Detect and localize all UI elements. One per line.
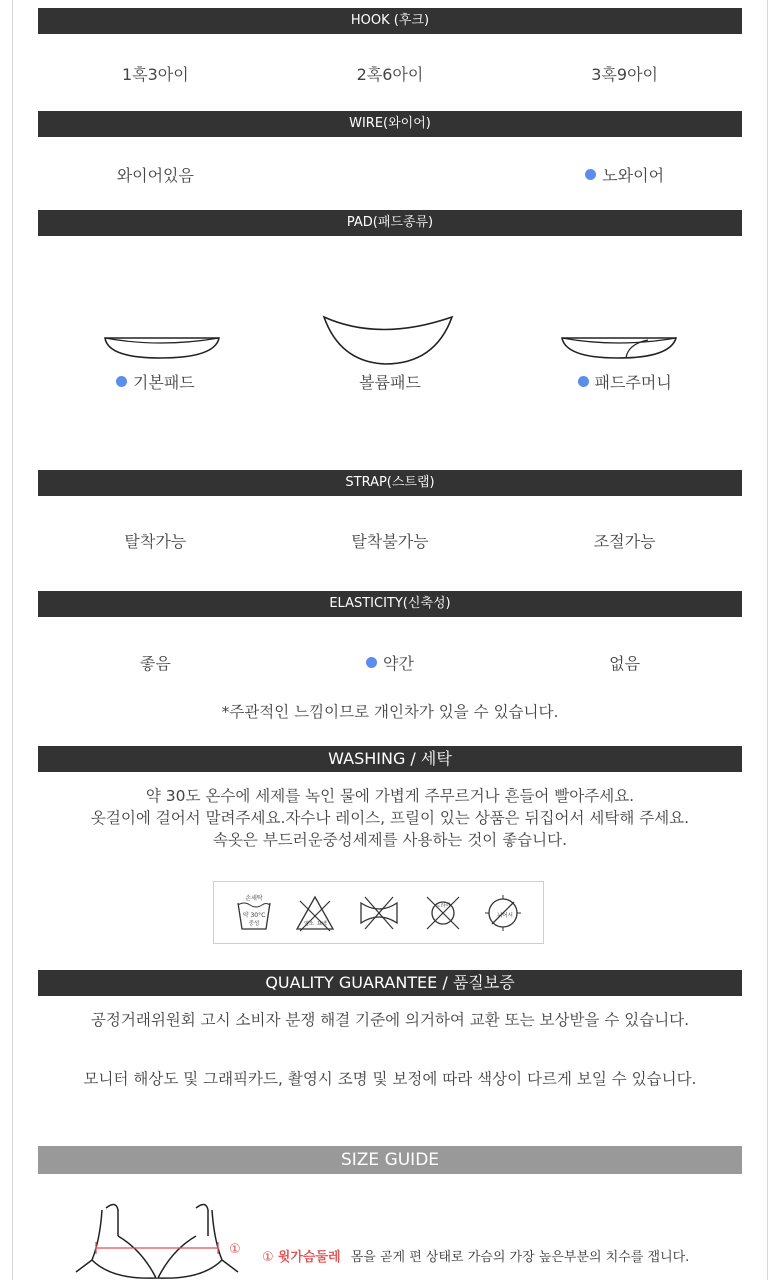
pad-header: PAD(패드종류)	[38, 210, 742, 236]
basic-pad-illustration	[100, 330, 224, 364]
no-dry-clean-icon	[423, 893, 463, 933]
wire-option-1: 와이어있음	[116, 165, 194, 185]
quality-header: QUALITY GUARANTEE / 품질보증	[38, 970, 742, 996]
size-guide-header: SIZE GUIDE	[38, 1146, 742, 1174]
hook-option-1: 1혹3아이	[121, 64, 189, 84]
pad-option-1: 기본패드	[38, 370, 273, 392]
elasticity-note: *주관적인 느낌이므로 개인차가 있을 수 있습니다.	[221, 703, 559, 721]
strap-option-3: 조절가능	[593, 531, 656, 551]
no-tumble-dry-icon	[483, 893, 523, 933]
hook-option-3: 3혹9아이	[591, 64, 658, 84]
svg-text:중성: 중성	[248, 920, 260, 927]
pad-pocket-illustration	[558, 330, 682, 364]
size-guide-item-label: 윗가슴둘레	[277, 1250, 341, 1265]
care-symbols	[213, 881, 544, 944]
svg-text:손세탁: 손세탁	[245, 894, 263, 902]
svg-text:표백: 표백	[316, 920, 327, 927]
washing-header: WASHING / 세탁	[38, 746, 742, 772]
elasticity-option-3: 없음	[609, 653, 641, 673]
elasticity-options	[38, 651, 742, 673]
size-guide-item-num: ①	[262, 1250, 274, 1265]
wire-options	[38, 163, 742, 185]
quality-line-1: 공정거래위원회 고시 소비자 분쟁 해결 기준에 의거하여 교환 또는 보상받을 수 있습니다.	[90, 1011, 690, 1029]
hook-option-2: 2혹6아이	[356, 64, 424, 84]
hand-wash-icon	[234, 893, 274, 933]
quality-line-2: 모니터 해상도 및 그래픽카드, 촬영시 조명 및 보정에 따라 색상이 다르게 보일 수 있습니다.	[83, 1070, 697, 1088]
elasticity-option-1: 좋음	[139, 653, 171, 673]
washing-line-1: 약 30도 온수에 세제를 녹인 물에 가볍게 주무르거나 흔들어 빨아주세요.	[145, 787, 635, 805]
selected-dot	[366, 657, 377, 668]
svg-text:약 30°C: 약 30°C	[242, 911, 266, 919]
wire-option-3: 노와이어	[507, 163, 742, 185]
size-guide-item-desc: 몸을 곧게 편 상태로 가슴의 가장 높은부분의 치수를 잽니다.	[350, 1250, 690, 1265]
svg-text:염소: 염소	[303, 920, 314, 927]
wire-option-2	[273, 163, 508, 185]
selected-dot	[116, 376, 127, 387]
left-border	[12, 0, 13, 1280]
hook-options	[38, 62, 742, 84]
washing-line-2: 옷걸이에 걸어서 말려주세요.자수나 레이스, 프릴이 있는 상품은 뒤집어서 세탁해 주세요.	[90, 809, 690, 827]
no-wring-icon	[355, 893, 403, 933]
pad-options	[38, 370, 742, 392]
svg-text:드라이: 드라이	[436, 902, 451, 909]
selected-dot	[578, 376, 589, 387]
strap-option-1: 탈착가능	[124, 531, 187, 551]
strap-options	[38, 529, 742, 551]
elasticity-header: ELASTICITY(신축성)	[38, 591, 742, 617]
pad-option-3: 패드주머니	[507, 370, 742, 392]
strap-header: STRAP(스트랩)	[38, 470, 742, 496]
volume-pad-illustration	[320, 312, 456, 368]
no-bleach-icon	[294, 893, 336, 933]
svg-text:뉘어서: 뉘어서	[497, 912, 514, 919]
svg-text:①: ①	[229, 1242, 241, 1257]
wire-header: WIRE(와이어)	[38, 111, 742, 137]
strap-option-2: 탈착불가능	[351, 531, 429, 551]
size-guide-item-1	[262, 1246, 689, 1265]
pad-option-2: 볼륨패드	[359, 372, 421, 392]
selected-dot	[585, 169, 596, 180]
bra-size-illustration	[72, 1200, 252, 1280]
right-border	[767, 0, 768, 1280]
elasticity-option-2: 약간	[273, 651, 508, 673]
hook-header: HOOK (후크)	[38, 8, 742, 34]
washing-line-3: 속옷은 부드러운중성세제를 사용하는 것이 좋습니다.	[212, 831, 568, 849]
